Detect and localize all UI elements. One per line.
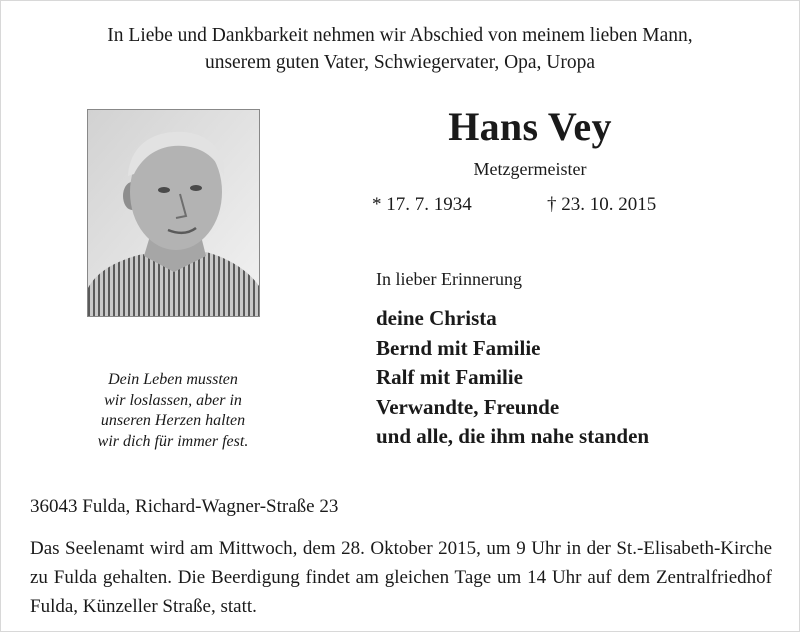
birth-date: * 17. 7. 1934: [372, 194, 472, 215]
mourner-entry: Bernd mit Familie: [376, 335, 541, 360]
life-dates: [372, 192, 682, 218]
intro-line: unserem guten Vater, Schwiegervater, Opa, Uropa: [204, 52, 596, 73]
quote-line: unseren Herzen halten: [100, 412, 246, 429]
death-date: † 23. 10. 2015: [547, 194, 657, 215]
mourner-entry: Verwandte, Freunde: [376, 394, 560, 419]
mourner-entry: und alle, die ihm nahe standen: [376, 424, 650, 448]
family-address: 36043 Fulda, Richard-Wagner-Straße 23: [30, 496, 339, 517]
memory-label: In lieber Erinnerung: [376, 269, 522, 289]
farewell-quote: [70, 370, 276, 452]
deceased-profession: Metzgermeister: [473, 159, 587, 179]
intro-line: In Liebe und Dankbarkeit nehmen wir Abschied von meinem lieben Mann,: [107, 25, 693, 46]
quote-line: Dein Leben mussten: [108, 371, 238, 388]
mourner-entry: deine Christa: [376, 306, 497, 330]
deceased-name: Hans Vey: [448, 104, 612, 149]
portrait-illustration: [88, 110, 259, 316]
quote-line: wir loslassen, aber in: [104, 391, 242, 409]
portrait-photo: [87, 109, 260, 317]
intro-text: [0, 22, 800, 76]
mourners-list: [376, 304, 649, 452]
mourner-entry: Ralf mit Familie: [376, 365, 523, 389]
service-details: Das Seelenamt wird am Mittwoch, dem 28. Oktober 2015, um 9 Uhr in der St.-Elisabeth-Kirche zu Fulda gehalten. Die Beerdigung findet am gleichen Tage um 14 Uhr auf dem Zentralfriedhof Fulda, Künzeller Straße, statt.: [30, 538, 772, 617]
quote-line: wir dich für immer fest.: [97, 432, 249, 450]
